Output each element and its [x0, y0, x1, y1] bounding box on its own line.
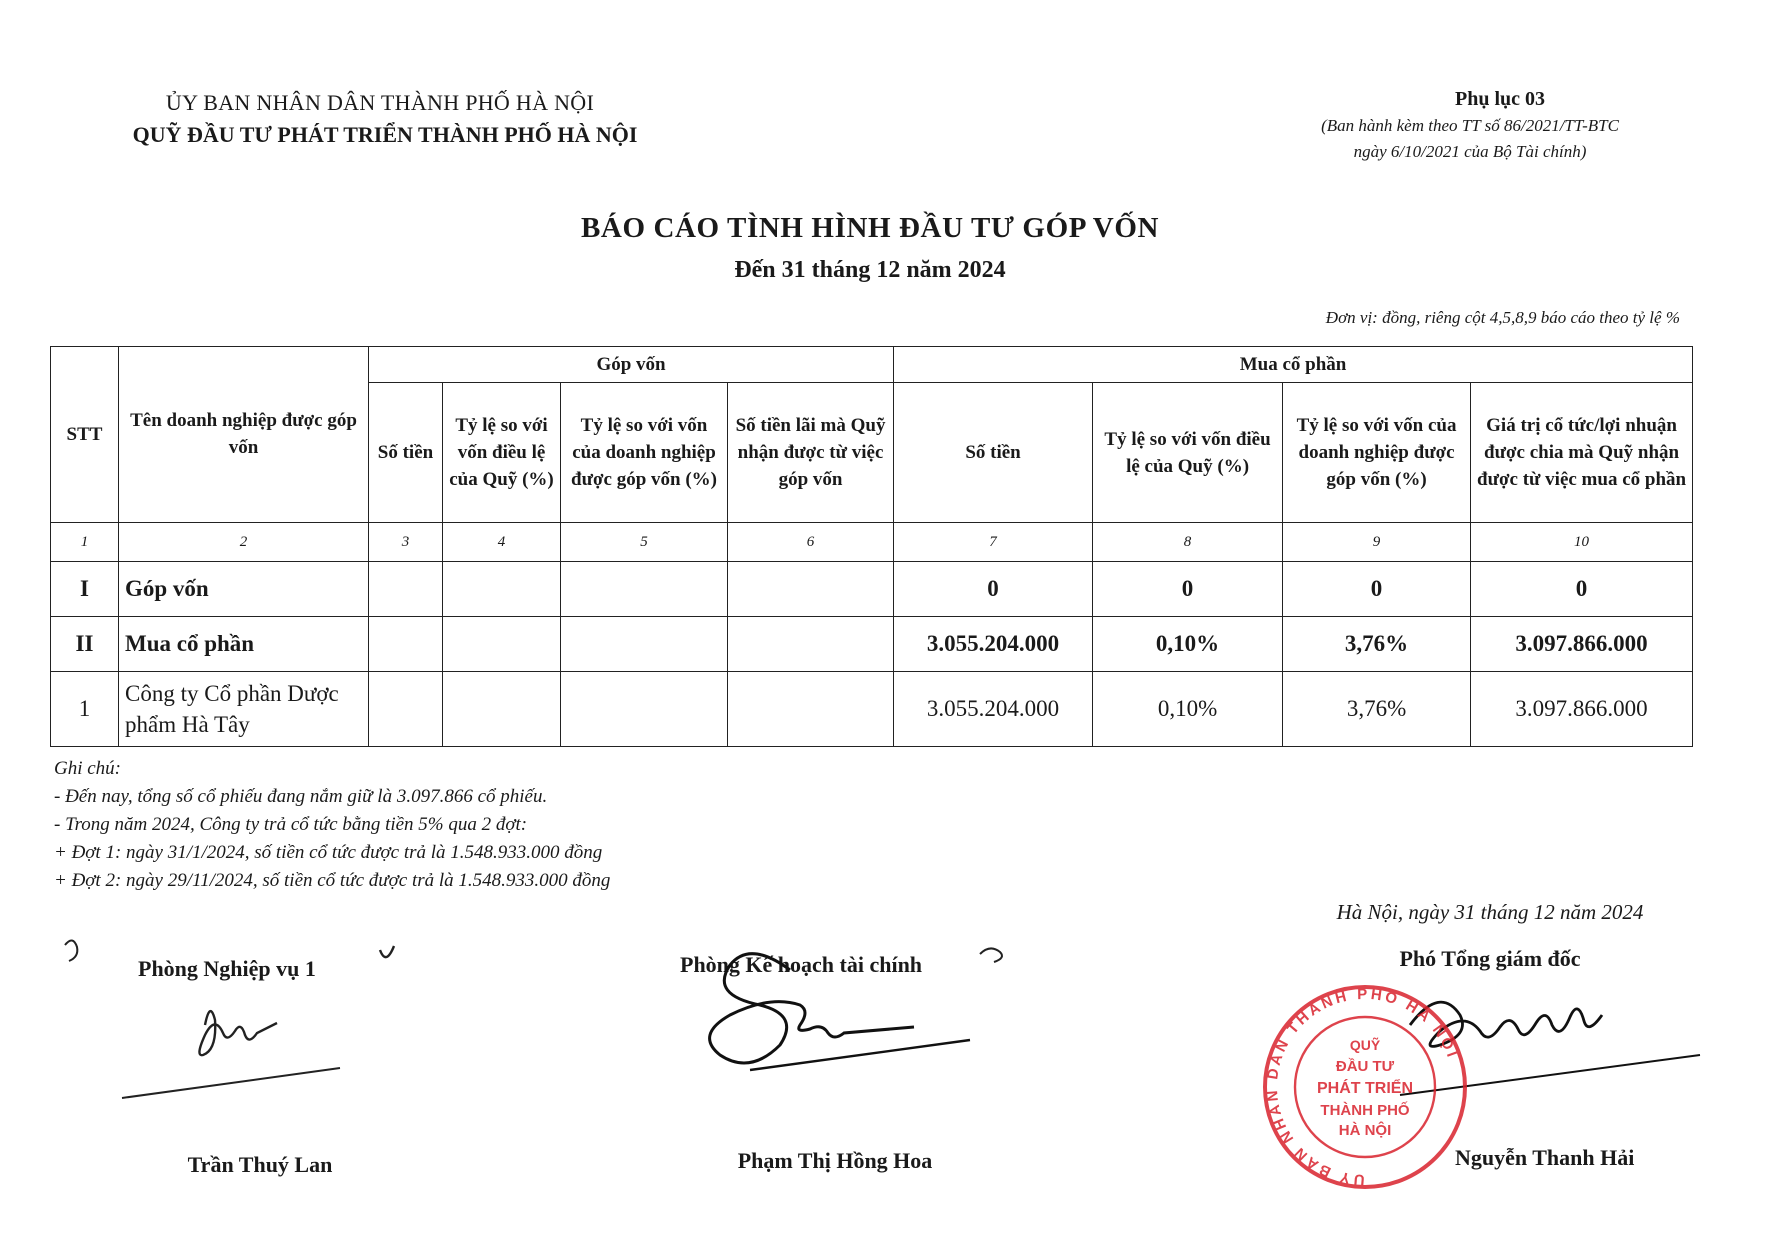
unit-note: Đơn vị: đồng, riêng cột 4,5,8,9 báo cáo theo tỷ lệ %: [1325, 308, 1680, 327]
signature-middle: [680, 930, 1040, 1090]
cell-ratio-fund: [443, 562, 561, 617]
cell-share-ratio-fund: 0,10%: [1093, 617, 1283, 672]
cell-share-ratio-company: 3,76%: [1283, 617, 1471, 672]
column-index: 2: [119, 523, 369, 562]
group-header-contribution: Góp vốn: [369, 347, 894, 383]
seal-line: HÀ NỘI: [1338, 1122, 1392, 1139]
col-header-share-ratio-fund: Tỷ lệ so với vốn điều lệ của Quỹ (%): [1093, 383, 1283, 523]
seal-line: ĐẦU TƯ: [1335, 1058, 1395, 1075]
seal-line: PHÁT TRIỂN: [1317, 1080, 1413, 1097]
group-header-shares: Mua cổ phần: [894, 347, 1693, 383]
cell-share-amount: 0: [894, 562, 1093, 617]
cell-dividend: 3.097.866.000: [1471, 672, 1693, 747]
signer-name-middle: Phạm Thị Hồng Hoa: [737, 1148, 933, 1173]
note-line: + Đợt 2: ngày 29/11/2024, số tiền cổ tức được trả là 1.548.933.000 đồng: [54, 870, 611, 891]
col-header-ratio-fund: Tỷ lệ so với vốn điều lệ của Quỹ (%): [443, 383, 561, 523]
cell-ratio-company: [561, 617, 728, 672]
seal-line: THÀNH PHỐ: [1320, 1102, 1410, 1119]
col-header-amount: Số tiền: [369, 383, 443, 523]
notes-heading: Ghi chú:: [54, 758, 122, 779]
cell-ratio-fund: [443, 617, 561, 672]
report-table: [50, 346, 1693, 747]
row-name: Công ty Cổ phần Dược phẩm Hà Tây: [119, 672, 369, 747]
column-index: 10: [1471, 523, 1693, 562]
signature-left: [50, 920, 410, 1120]
row-stt: 1: [51, 672, 119, 747]
cell-share-ratio-fund: 0,10%: [1093, 672, 1283, 747]
col-header-ratio-company: Tỷ lệ so với vốn của doanh nghiệp được góp vốn (%): [561, 383, 728, 523]
signer-title-right: Phó Tổng giám đốc: [1399, 946, 1581, 971]
cell-interest: [728, 617, 894, 672]
column-index-row: [51, 523, 1693, 562]
cell-interest: [728, 562, 894, 617]
column-index: 5: [561, 523, 728, 562]
note-line: - Đến nay, tổng số cổ phiếu đang nắm giữ là 3.097.866 cổ phiếu.: [54, 786, 548, 807]
note-line: - Trong năm 2024, Công ty trả cổ tức bằng tiền 5% qua 2 đợt:: [54, 814, 528, 835]
cell-amount: [369, 672, 443, 747]
column-index: 9: [1283, 523, 1471, 562]
table-row: [51, 562, 1693, 617]
cell-ratio-company: [561, 672, 728, 747]
column-index: 7: [894, 523, 1093, 562]
cell-interest: [728, 672, 894, 747]
signer-name-right: Nguyễn Thanh Hải: [1455, 1145, 1635, 1170]
signer-title-middle: Phòng Kế hoạch tài chính: [680, 952, 923, 977]
seal-line: QUỸ: [1349, 1037, 1381, 1053]
cell-amount: [369, 617, 443, 672]
org-name: QUỸ ĐẦU TƯ PHÁT TRIỂN THÀNH PHỐ HÀ NỘI: [132, 122, 638, 147]
col-header-interest: Số tiền lãi mà Quỹ nhận được từ việc góp vốn: [728, 383, 894, 523]
signer-name-left: Trần Thuý Lan: [187, 1152, 333, 1177]
column-index: 3: [369, 523, 443, 562]
cell-dividend: 3.097.866.000: [1471, 617, 1693, 672]
seal-ring-text: ỦY BAN NHÂN DÂN THÀNH PHỐ HÀ NỘI: [1263, 985, 1462, 1189]
report-title: BÁO CÁO TÌNH HÌNH ĐẦU TƯ GÓP VỐN: [580, 212, 1160, 244]
cell-share-ratio-company: 0: [1283, 562, 1471, 617]
column-index: 6: [728, 523, 894, 562]
col-header-share-ratio-company: Tỷ lệ so với vốn của doanh nghiệp được góp vốn (%): [1283, 383, 1471, 523]
appendix-note: ngày 6/10/2021 của Bộ Tài chính): [1353, 142, 1587, 161]
cell-ratio-fund: [443, 672, 561, 747]
org-parent: ỦY BAN NHÂN DÂN THÀNH PHỐ HÀ NỘI: [165, 90, 595, 115]
col-header-dividend: Giá trị cổ tức/lợi nhuận được chia mà Quỹ nhận được từ việc mua cổ phần: [1471, 383, 1693, 523]
col-header-share-amount: Số tiền: [894, 383, 1093, 523]
appendix-note: (Ban hành kèm theo TT số 86/2021/TT-BTC: [1321, 116, 1619, 135]
signer-title-left: Phòng Nghiệp vụ 1: [138, 956, 316, 981]
official-seal: [1250, 975, 1480, 1195]
table-row: [51, 672, 1693, 747]
col-header-name: Tên doanh nghiệp được góp vốn: [119, 347, 369, 523]
note-line: + Đợt 1: ngày 31/1/2024, số tiền cổ tức được trả là 1.548.933.000 đồng: [54, 842, 603, 863]
cell-dividend: 0: [1471, 562, 1693, 617]
column-index: 1: [51, 523, 119, 562]
cell-amount: [369, 562, 443, 617]
cell-share-ratio-fund: 0: [1093, 562, 1283, 617]
row-stt: II: [51, 617, 119, 672]
cell-ratio-company: [561, 562, 728, 617]
column-index: 4: [443, 523, 561, 562]
cell-share-ratio-company: 3,76%: [1283, 672, 1471, 747]
row-name: Góp vốn: [119, 562, 369, 617]
place-date: Hà Nội, ngày 31 tháng 12 năm 2024: [1336, 900, 1644, 924]
column-index: 8: [1093, 523, 1283, 562]
appendix-title: Phụ lục 03: [1454, 88, 1546, 110]
cell-share-amount: 3.055.204.000: [894, 672, 1093, 747]
report-date: Đến 31 tháng 12 năm 2024: [734, 257, 1006, 283]
row-stt: I: [51, 562, 119, 617]
table-row: [51, 617, 1693, 672]
row-name: Mua cổ phần: [119, 617, 369, 672]
cell-share-amount: 3.055.204.000: [894, 617, 1093, 672]
col-header-stt: STT: [51, 347, 119, 523]
